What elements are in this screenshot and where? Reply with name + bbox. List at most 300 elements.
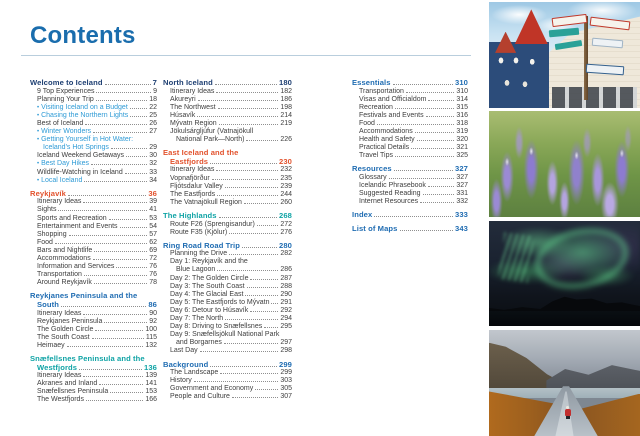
entry-label: Visas and Officialdom xyxy=(359,95,427,103)
entry-label: Transportation xyxy=(359,87,404,95)
entry-label: Reykjanes Peninsula xyxy=(37,317,103,325)
toc-section-title xyxy=(30,79,157,88)
entry-label: Blue Lagoon xyxy=(176,266,216,274)
entry-label: Westfjords xyxy=(37,362,78,372)
page-number: 54 xyxy=(149,222,157,230)
entry-label: Food xyxy=(37,238,53,246)
page-number: 29 xyxy=(149,144,157,152)
toc-entry xyxy=(30,198,157,206)
bullet-icon: • xyxy=(37,137,40,144)
page-number: 100 xyxy=(145,325,157,333)
entry-label: Jökulsárgljúfur (Vatnajökull xyxy=(170,128,254,136)
toc-entry xyxy=(163,315,292,323)
toc-entry xyxy=(30,388,157,396)
dot-leader xyxy=(105,84,151,85)
storefront-windows xyxy=(552,87,637,108)
toc-entry xyxy=(30,177,157,185)
dot-leader xyxy=(94,283,147,284)
page-number: 198 xyxy=(280,103,292,111)
entry-label: Entertainment and Events xyxy=(37,222,118,230)
dot-leader xyxy=(216,170,278,171)
dot-leader xyxy=(420,202,454,203)
dot-leader xyxy=(111,148,147,149)
akureyri-signpost-photo xyxy=(489,2,640,108)
toc-entry xyxy=(163,307,292,315)
entry-label: The Highlands xyxy=(163,210,217,220)
dot-leader xyxy=(94,251,147,252)
page-number: 321 xyxy=(456,144,468,152)
toc-entry xyxy=(163,136,292,144)
toc-entry xyxy=(352,152,468,160)
toc-entry xyxy=(163,229,292,237)
toc-column-2 xyxy=(163,79,292,401)
page-number: 214 xyxy=(280,111,292,119)
toc-entry xyxy=(163,250,292,258)
dot-leader xyxy=(200,351,279,352)
toc-entry xyxy=(352,120,468,128)
bullet-icon: • xyxy=(37,112,40,119)
entry-label: Recreation xyxy=(359,103,393,111)
dot-leader xyxy=(61,306,146,307)
entry-label: Information and Services xyxy=(37,263,115,271)
page-number: 86 xyxy=(148,299,157,309)
page-number: 32 xyxy=(149,160,157,168)
dot-leader xyxy=(394,170,453,171)
dot-leader xyxy=(271,303,278,304)
entry-label: The Eastfjords xyxy=(170,190,216,198)
dot-leader xyxy=(130,116,147,117)
signpost xyxy=(584,16,588,100)
entry-label: Accommodations xyxy=(359,128,413,136)
toc-section-title xyxy=(30,301,157,310)
entry-label: The South Coast xyxy=(37,333,90,341)
entry-label: Itinerary Ideas xyxy=(37,309,82,317)
dot-leader xyxy=(220,373,278,374)
page-number: 325 xyxy=(456,152,468,160)
dot-leader xyxy=(93,259,148,260)
hiker-red-jacket xyxy=(565,409,571,416)
toc-entry xyxy=(30,380,157,388)
toc-entry xyxy=(30,279,157,287)
toc-entry xyxy=(30,247,157,255)
page-number: 235 xyxy=(280,174,292,182)
page-number: 72 xyxy=(149,254,157,262)
entry-label: Húsavík xyxy=(170,111,196,119)
page-number: 141 xyxy=(145,380,157,388)
entry-label: Mývatn Region xyxy=(170,119,217,127)
dot-leader xyxy=(393,84,453,85)
bullet-icon: • xyxy=(37,177,40,184)
dot-leader xyxy=(264,327,278,328)
toc-section xyxy=(30,355,157,405)
dot-leader xyxy=(374,216,453,217)
entry-label: Day 7: The North xyxy=(170,315,224,323)
toc-section-title xyxy=(163,242,292,251)
dot-leader xyxy=(225,319,278,320)
toc-entry xyxy=(30,326,157,334)
toc-section xyxy=(352,225,468,234)
page-number: 232 xyxy=(280,166,292,174)
page-number: 7 xyxy=(152,78,157,87)
entry-label: North Iceland xyxy=(163,78,213,87)
page-number: 153 xyxy=(145,388,157,396)
entry-label: Heimaey xyxy=(37,341,65,349)
toc-entry xyxy=(352,144,468,152)
entry-label: Iceland's Hot Springs xyxy=(43,144,109,152)
toc-section-title xyxy=(163,361,292,370)
page-number: 305 xyxy=(280,385,292,393)
toc-entry xyxy=(163,166,292,174)
entry-label: Itinerary Ideas xyxy=(170,166,215,174)
dot-leader xyxy=(257,225,278,226)
toc-section xyxy=(30,79,157,185)
toc-entry xyxy=(30,396,157,404)
toc-entry xyxy=(352,182,468,190)
dot-leader xyxy=(55,243,147,244)
page-number: 62 xyxy=(149,238,157,246)
entry-label: List of Maps xyxy=(352,224,398,233)
dot-leader xyxy=(120,227,148,228)
page-number: 30 xyxy=(149,152,157,160)
toc-entry xyxy=(30,128,157,136)
toc-entry xyxy=(352,136,468,144)
entry-label: Internet Resources xyxy=(359,198,419,206)
toc-entry xyxy=(163,385,292,393)
page-number: 297 xyxy=(280,339,292,347)
entry-label: Day 9: Snæfellsjökull National Park xyxy=(170,331,280,339)
entry-label: Fljótsdalur Valley xyxy=(170,182,223,190)
dot-leader xyxy=(69,235,148,236)
entry-label: Itinerary Ideas xyxy=(37,372,82,380)
toc-entry xyxy=(163,291,292,299)
dot-leader xyxy=(84,275,147,276)
dot-leader xyxy=(110,392,143,393)
page-number: 276 xyxy=(280,228,292,236)
bullet-icon: • xyxy=(37,104,40,111)
page-number: 299 xyxy=(280,369,292,377)
toc-section xyxy=(163,79,292,144)
page-number: 272 xyxy=(280,220,292,228)
entry-label: National Park—North) xyxy=(176,136,245,144)
page-number: 41 xyxy=(149,206,157,214)
toc-entry xyxy=(163,275,292,283)
dot-leader xyxy=(210,163,277,164)
toc-entry xyxy=(30,231,157,239)
toc-entry xyxy=(30,206,157,214)
toc-entry xyxy=(30,104,157,112)
dot-leader xyxy=(406,92,454,93)
page-number: 288 xyxy=(280,282,292,290)
page-number: 53 xyxy=(149,214,157,222)
entry-label: Festivals and Events xyxy=(359,111,424,119)
toc-section-title xyxy=(352,165,468,174)
page-number: 27 xyxy=(149,128,157,136)
page-number: 76 xyxy=(149,271,157,279)
page-number: 219 xyxy=(280,119,292,127)
page-number: 226 xyxy=(280,136,292,144)
entry-label: Sights xyxy=(37,206,57,214)
entry-label: South xyxy=(37,299,60,309)
page-number: 319 xyxy=(456,128,468,136)
page-number: 33 xyxy=(149,168,157,176)
entry-label: Welcome to Iceland xyxy=(30,78,103,87)
dot-leader xyxy=(395,108,454,109)
page-number: 92 xyxy=(149,317,157,325)
toc-entry xyxy=(163,104,292,112)
page-number: 287 xyxy=(280,274,292,282)
toc-entry xyxy=(30,263,157,271)
dot-leader xyxy=(377,124,454,125)
entry-label: Shopping xyxy=(37,230,67,238)
toc-entry xyxy=(163,191,292,199)
toc-entry xyxy=(163,120,292,128)
toc-section xyxy=(30,292,157,350)
page-number: 230 xyxy=(279,156,292,166)
toc-section-title xyxy=(163,158,292,167)
entry-label: Icelandic Phrasebook xyxy=(359,182,426,190)
entry-label: Practical Details xyxy=(359,144,410,152)
dot-leader xyxy=(99,384,143,385)
dot-leader xyxy=(93,132,147,133)
dot-leader xyxy=(415,132,455,133)
dot-leader xyxy=(244,203,278,204)
toc-section-title xyxy=(352,79,468,88)
dot-leader xyxy=(225,187,279,188)
road-trip-photo xyxy=(489,330,640,436)
dot-leader xyxy=(247,287,279,288)
page-number: 303 xyxy=(280,377,292,385)
entry-label: The Westfjords xyxy=(37,396,84,404)
toc-section xyxy=(352,165,468,206)
bullet-icon: • xyxy=(37,161,40,168)
dot-leader xyxy=(116,267,147,268)
toc-entry xyxy=(30,120,157,128)
dot-leader xyxy=(68,195,146,196)
toc-entry xyxy=(30,215,157,223)
entry-label: Vopnafjörður xyxy=(170,174,210,182)
toc-entry xyxy=(163,377,292,385)
toc-section xyxy=(163,149,292,207)
toc-section xyxy=(352,211,468,220)
direction-sign xyxy=(585,63,624,75)
dot-leader xyxy=(242,247,277,248)
toc-entry xyxy=(163,283,292,291)
toc-section xyxy=(352,79,468,160)
toc-entry xyxy=(30,88,157,96)
entry-label: Sports and Recreation xyxy=(37,214,107,222)
entry-label: Route F35 (Kjölur) xyxy=(170,228,228,236)
toc-section-title xyxy=(352,211,468,220)
dot-leader xyxy=(96,100,147,101)
dot-leader xyxy=(219,217,277,218)
page-number: 310 xyxy=(456,87,468,95)
toc-column-3 xyxy=(352,79,468,234)
toc-entry xyxy=(30,160,157,168)
toc-section xyxy=(163,242,292,356)
entry-label: Winter Wonders xyxy=(41,128,92,136)
page-number: 316 xyxy=(456,111,468,119)
dot-leader xyxy=(255,389,278,390)
entry-label: Day 6: Detour to Húsavík xyxy=(170,306,249,314)
dot-leader xyxy=(67,346,144,347)
toc-entry xyxy=(163,199,292,207)
page-title: Contents xyxy=(30,22,136,49)
toc-section-title xyxy=(30,364,157,373)
dot-leader xyxy=(109,219,148,220)
entry-label: Resources xyxy=(352,164,392,174)
page-number: 298 xyxy=(280,347,292,355)
page-number: 299 xyxy=(279,359,292,369)
page-number: 166 xyxy=(145,396,157,404)
page-number: 244 xyxy=(280,190,292,198)
entry-label: and Borgarnes xyxy=(176,339,222,347)
toc-section-title xyxy=(163,212,292,221)
toc-entry xyxy=(163,323,292,331)
page-number: 239 xyxy=(280,182,292,190)
toc-section xyxy=(163,212,292,237)
toc-entry xyxy=(163,112,292,120)
page-number: 136 xyxy=(144,362,157,372)
page-number: 315 xyxy=(456,103,468,111)
dot-leader xyxy=(215,84,277,85)
entry-label: The Vatnajökull Region xyxy=(170,198,242,206)
toc-entry xyxy=(163,128,292,136)
dot-leader xyxy=(229,233,278,234)
entry-label: Day 8: Driving to Snæfellsnes xyxy=(170,323,263,331)
toc-section xyxy=(163,361,292,402)
northern-lights-photo xyxy=(489,221,640,326)
dot-leader xyxy=(216,92,278,93)
page-number: 186 xyxy=(280,95,292,103)
dot-leader xyxy=(250,279,278,280)
toc-entry xyxy=(30,169,157,177)
toc-column-1 xyxy=(30,79,157,405)
dot-leader xyxy=(246,140,278,141)
entry-label: Day 2: The Golden Circle xyxy=(170,274,249,282)
bullet-icon: • xyxy=(37,129,40,136)
page-number: 260 xyxy=(280,198,292,206)
dot-leader xyxy=(85,124,147,125)
toc-entry xyxy=(30,144,157,152)
page-number: 327 xyxy=(455,164,468,174)
dot-leader xyxy=(58,210,147,211)
toc-entry xyxy=(352,128,468,136)
page-number: 290 xyxy=(280,290,292,298)
page-number: 132 xyxy=(145,341,157,349)
title-underline xyxy=(21,55,471,56)
toc-entry xyxy=(30,318,157,326)
entry-label: Eastfjords xyxy=(170,156,209,166)
dot-leader xyxy=(411,148,454,149)
page-number: 182 xyxy=(280,87,292,95)
toc-entry xyxy=(352,104,468,112)
toc-entry xyxy=(30,239,157,247)
dot-leader xyxy=(389,178,455,179)
entry-label: The Northwest xyxy=(170,103,216,111)
dot-leader xyxy=(417,140,455,141)
dot-leader xyxy=(126,156,147,157)
dot-leader xyxy=(428,100,454,101)
page-number: 9 xyxy=(153,87,157,95)
dot-leader xyxy=(217,270,278,271)
entry-label: Health and Safety xyxy=(359,136,415,144)
toc-entry xyxy=(30,342,157,350)
page-number: 310 xyxy=(455,78,468,87)
dot-leader xyxy=(212,179,279,180)
entry-label: Last Day xyxy=(170,347,198,355)
entry-label: Local Iceland xyxy=(41,176,83,184)
page-number: 268 xyxy=(279,210,292,220)
toc-entry xyxy=(352,88,468,96)
page-number: 318 xyxy=(456,119,468,127)
toc-entry xyxy=(163,96,292,104)
toc-entry xyxy=(30,255,157,263)
entry-label: Snæfellsnes Peninsula xyxy=(37,388,109,396)
entry-label: Suggested Reading xyxy=(359,190,421,198)
entry-label: Day 3: The South Coast xyxy=(170,282,245,290)
page-number: 39 xyxy=(149,198,157,206)
dot-leader xyxy=(95,330,143,331)
page-number: 320 xyxy=(456,136,468,144)
entry-label: Planning Your Trip xyxy=(37,95,94,103)
entry-label: Reykjanes Peninsula and the xyxy=(30,291,138,301)
page-number: 291 xyxy=(280,298,292,306)
dot-leader xyxy=(229,254,278,255)
toc-entry xyxy=(30,310,157,318)
entry-label: Bars and Nightlife xyxy=(37,246,93,254)
page-number: 22 xyxy=(149,103,157,111)
page-number: 18 xyxy=(149,95,157,103)
dot-leader xyxy=(245,295,278,296)
page-number: 36 xyxy=(148,188,157,198)
dark-foreground xyxy=(489,311,640,326)
dot-leader xyxy=(83,314,147,315)
entry-label: Day 4: The Glacial East xyxy=(170,290,244,298)
flower-highlights xyxy=(489,111,640,217)
entry-label: Index xyxy=(352,210,373,220)
dot-leader xyxy=(130,108,147,109)
hiker-legs xyxy=(566,416,570,419)
dot-leader xyxy=(426,116,455,117)
dot-leader xyxy=(232,397,278,398)
entry-label: Getting Yourself in Hot Water: xyxy=(41,136,134,144)
page-number: 295 xyxy=(280,323,292,331)
page-number: 57 xyxy=(149,230,157,238)
entry-label: Reykjavík xyxy=(30,188,66,198)
toc-entry xyxy=(30,334,157,342)
entry-label: People and Culture xyxy=(170,393,230,401)
entry-label: Wildlife-Watching in Iceland xyxy=(37,168,123,176)
dot-leader xyxy=(198,100,279,101)
entry-label: Essentials xyxy=(352,78,391,87)
page-number: 90 xyxy=(149,309,157,317)
toc-entry xyxy=(30,152,157,160)
dot-leader xyxy=(194,381,279,382)
toc-entry xyxy=(30,223,157,231)
entry-label: Day 1: Reykjavík and the xyxy=(170,258,248,266)
entry-label: Around Reykjavík xyxy=(37,279,92,287)
dot-leader xyxy=(217,195,278,196)
dot-leader xyxy=(197,116,278,117)
entry-label: The Golden Circle xyxy=(37,325,94,333)
toc-entry xyxy=(163,258,292,266)
page-number: 69 xyxy=(149,246,157,254)
page-number: 115 xyxy=(145,333,157,341)
entry-label: Ring Road Road Trip xyxy=(163,240,240,250)
toc-entry xyxy=(30,372,157,380)
dot-leader xyxy=(423,194,455,195)
toc-entry xyxy=(163,393,292,401)
